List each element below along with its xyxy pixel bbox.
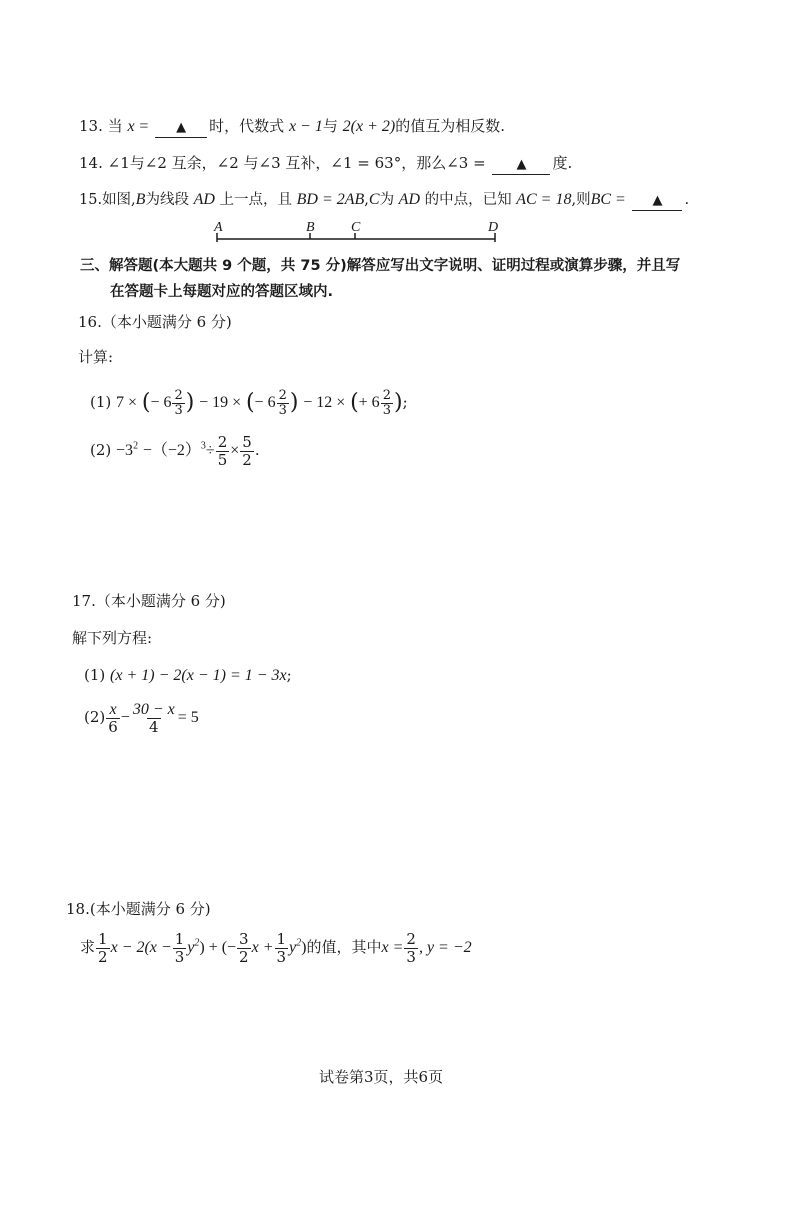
answer-blank bbox=[632, 192, 682, 211]
answer-blank bbox=[155, 119, 207, 138]
fraction: $\frac{5}{2}$ bbox=[242, 432, 252, 469]
question-18-header: 18.(本小题满分 6 分) bbox=[66, 900, 211, 918]
question-16-part-1: (1) 7 × (− 6 $\frac{2}{3}$ ) − 19 × (− 6 $\frac{2}{3}$ ) − 12 × (+ 6 $\frac{2}{3}$ ); bbox=[90, 387, 408, 418]
fraction: $\frac{2}{3}$ bbox=[406, 929, 416, 966]
fraction: $\frac{1}{3}$ bbox=[276, 929, 287, 966]
question-number: 14. bbox=[79, 154, 103, 172]
fraction: $\frac{3}{2}$ bbox=[239, 929, 249, 966]
question-17-part-2: (2) $\frac{x}{6}$ − $\frac{30 - x}{4}$ = 5 bbox=[84, 700, 199, 736]
fraction: $\frac{2}{5}$ bbox=[217, 432, 228, 469]
question-14: 14. ∠1与∠2 互余，∠2 与∠3 互补，∠1 = 63°，那么∠3 = ▲ 度. bbox=[79, 152, 572, 175]
page-footer: 试卷第3页，共6页 bbox=[319, 1068, 444, 1086]
question-number: 15. bbox=[79, 192, 103, 208]
question-16-part-2: $(2) -3^2 -(-2)^3\div$ $\frac{2}{5}$ × $\frac{5}{2}$ . bbox=[90, 432, 260, 469]
question-17-header: 17.（本小题满分 6 分) bbox=[72, 592, 226, 610]
fraction: $\frac{x}{6}$ bbox=[108, 700, 118, 736]
triangle-icon: ▲ bbox=[176, 120, 187, 135]
label-c: C bbox=[351, 220, 361, 235]
fraction: $\frac{30 - x}{4}$ bbox=[132, 700, 175, 736]
label-a: A bbox=[214, 220, 223, 235]
segment-figure bbox=[208, 218, 508, 248]
triangle-icon: ▲ bbox=[516, 157, 527, 172]
question-16-header: 16.（本小题满分 6 分) bbox=[78, 313, 232, 331]
fraction: $\frac{2}{3}$ bbox=[174, 387, 183, 418]
triangle-icon: ▲ bbox=[652, 193, 663, 208]
label-d: D bbox=[488, 220, 499, 235]
question-number: 13. bbox=[79, 117, 103, 135]
question-17-part-1: (1) (x + 1) − 2(x − 1) = 1 − 3x; bbox=[84, 666, 292, 684]
question-16-instruction: 计算: bbox=[78, 348, 114, 366]
fraction: $\frac{1}{3}$ bbox=[174, 929, 185, 966]
fraction: $\frac{2}{3}$ bbox=[278, 387, 287, 418]
section-heading-cont: 在答题卡上每题对应的答题区域内. bbox=[110, 284, 334, 300]
question-15: 15.如图,B为线段 AD 上一点，且 BD = 2AB,C为 AD 的中点，已知 AC = 18,则BC = ▲ . bbox=[79, 189, 689, 211]
fraction: $\frac{1}{2}$ bbox=[98, 929, 108, 966]
fraction: $\frac{2}{3}$ bbox=[382, 387, 391, 418]
section-heading: 三、解答题(本大题共 9 个题，共 75 分)解答应写出文字说明、证明过程或演算步骤，并且写 bbox=[80, 258, 681, 274]
question-18-body: 求 $\frac{1}{2}$ x − 2(x − $\frac{1}{3}$ $y^2$) + (− $\frac{3}{2}$ x + $\frac{1}{3}$ $y^2$)的值，其中x = $\frac{2}{3}$ , y = −2 bbox=[80, 929, 472, 966]
answer-blank bbox=[492, 156, 550, 175]
question-17-instruction: 解下列方程: bbox=[72, 629, 153, 647]
label-b: B bbox=[306, 220, 315, 235]
question-13: 13. 当 x = ▲ 时，代数式 x − 1与 2(x + 2)的值互为相反数. bbox=[79, 115, 505, 138]
